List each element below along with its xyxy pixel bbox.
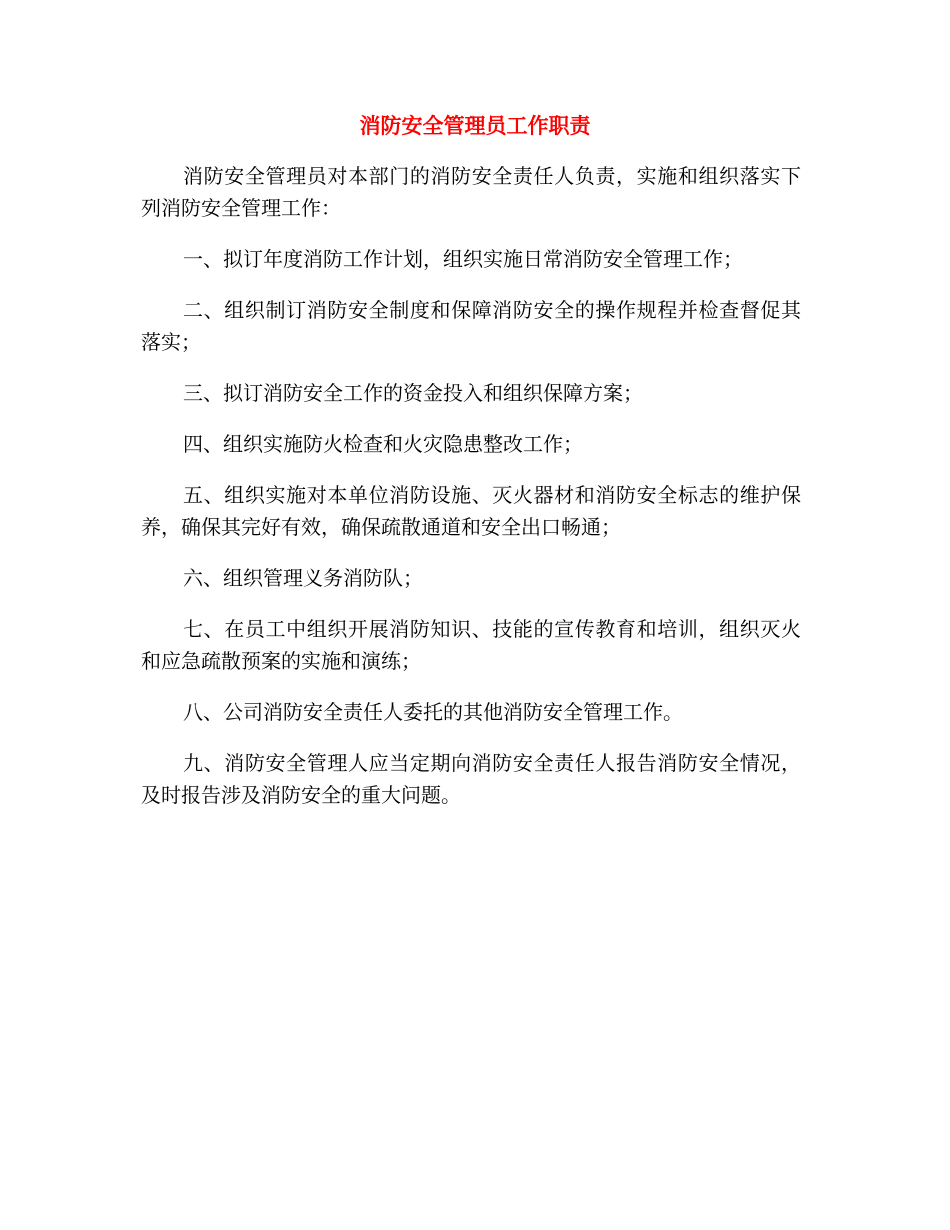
duty-item-8: 八、公司消防安全责任人委托的其他消防安全管理工作。: [183, 700, 683, 724]
document-title: 消防安全管理员工作职责: [359, 113, 591, 138]
duty-item-6: 六、组织管理义务消防队；: [183, 566, 423, 590]
duty-item-5: 五、组织实施对本单位消防设施、灭火器材和消防安全标志的维护保养，确保其完好有效，确保疏散通道和安全出口畅通；: [141, 483, 801, 539]
duty-item-7: 七、在员工中组织开展消防知识、技能的宣传教育和培训，组织灭火和应急疏散预案的实施和演练；: [141, 617, 801, 673]
duty-item-4: 四、组织实施防火检查和火灾隐患整改工作；: [183, 432, 583, 456]
duty-item-3: 三、拟订消防安全工作的资金投入和组织保障方案；: [183, 381, 643, 405]
document-body: [141, 160, 801, 830]
duty-item-1: 一、拟订年度消防工作计划，组织实施日常消防安全管理工作；: [183, 247, 743, 271]
intro-paragraph: 消防安全管理员对本部门的消防安全责任人负责，实施和组织落实下列消防安全管理工作：: [141, 164, 801, 220]
duty-item-9: 九、消防安全管理人应当定期向消防安全责任人报告消防安全情况，及时报告涉及消防安全的重大问题。: [141, 751, 801, 807]
duty-item-2: 二、组织制订消防安全制度和保障消防安全的操作规程并检查督促其落实；: [141, 298, 801, 354]
